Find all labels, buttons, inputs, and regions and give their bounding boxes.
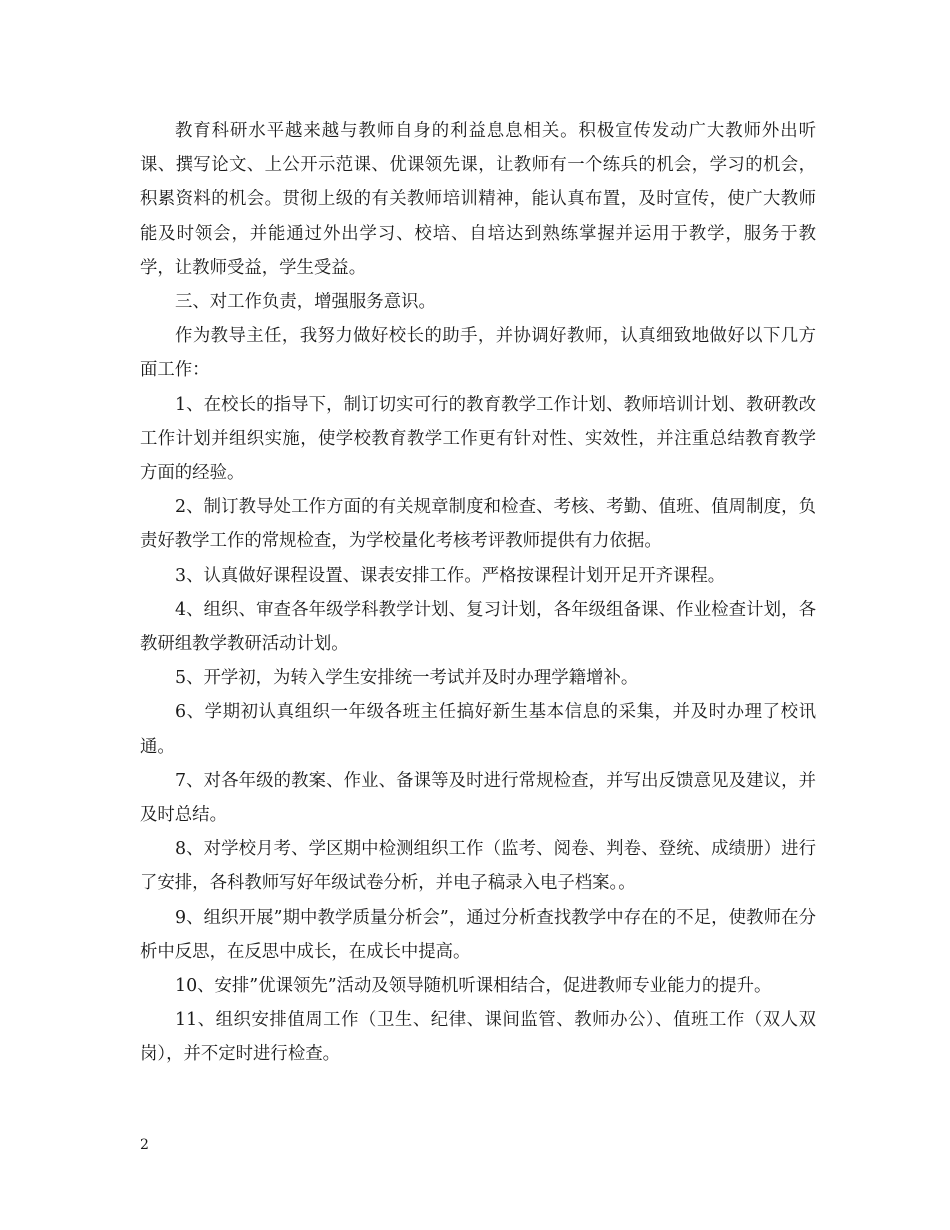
paragraph-role-intro: 作为教导主任，我努力做好校长的助手，并协调好教师，认真细致地做好以下几方面工作： — [140, 326, 816, 381]
list-item-1: 1、在校长的指导下，制订切实可行的教育教学工作计划、教师培训计划、教研教改工作计划并组织实施，使学校教育教学工作更有针对性、实效性，并注重总结教育教学方面的经验。 — [140, 394, 816, 484]
document-body — [140, 114, 816, 1072]
list-item-4: 4、组织、审查各年级学科教学计划、复习计划，各年级组备课、作业检查计划，各教研组教学教研活动计划。 — [140, 599, 816, 655]
list-item-10: 10、安排”优课领先”活动及领导随机听课相结合，促进教师专业能力的提升。 — [175, 976, 772, 997]
list-item-6: 6、学期初认真组织一年级各班主任搞好新生基本信息的采集，并及时办理了校讯通。 — [140, 702, 816, 757]
section-heading-responsibility: 三、对工作负责，增强服务意识。 — [175, 292, 436, 313]
list-item-9: 9、组织开展”期中教学质量分析会”，通过分析查找教学中存在的不足，使教师在分析中反思，在反思中成长，在成长中提高。 — [140, 907, 816, 962]
list-item-8: 8、对学校月考、学区期中检测组织工作（监考、阅卷、判卷、登统、成绩册）进行了安排，各科教师写好年级试卷分析，并电子稿录入电子档案。。 — [140, 839, 816, 894]
list-item-5: 5、开学初，为转入学生安排统一考试并及时办理学籍增补。 — [175, 668, 639, 689]
list-item-2: 2、制订教导处工作方面的有关规章制度和检查、考核、考勤、值班、值周制度，负责好教学工作的常规检查，为学校量化考核考评教师提供有力依据。 — [140, 497, 816, 552]
list-item-7: 7、对各年级的教案、作业、备课等及时进行常规检查，并写出反馈意见及建议，并及时总结。 — [140, 770, 816, 826]
list-item-3: 3、认真做好课程设置、课表安排工作。严格按课程计划开足开齐课程。 — [175, 565, 726, 586]
list-item-11: 11、组织安排值周工作（卫生、纪律、课间监管、教师办公）、值班工作（双人双岗），并不定时进行检查。 — [140, 1010, 816, 1065]
page-number: 2 — [140, 1137, 149, 1153]
paragraph-research-benefits: 教育科研水平越来越与教师自身的利益息息相关。积极宣传发动广大教师外出听课、撰写论文、上公开示范课、优课领先课，让教师有一个练兵的机会，学习的机会，积累资料的机会。贯彻上级的有关教师培训精神，能认真布置，及时宣传，使广大教师能及时领会，并能通过外出学习、校培、自培达到熟练掌握并运用于教学，服务于教学，让教师受益，学生受益。 — [140, 121, 816, 278]
